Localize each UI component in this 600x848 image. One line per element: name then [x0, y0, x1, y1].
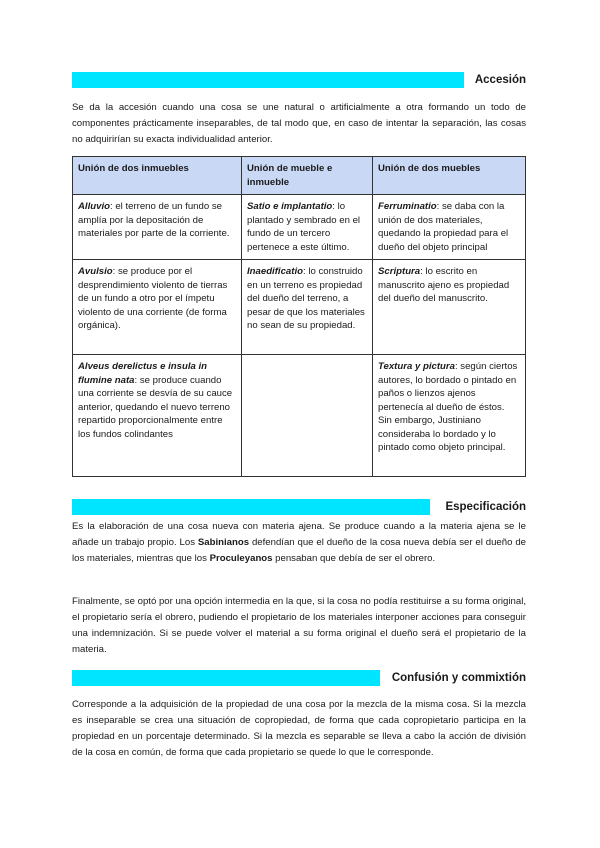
section-header-accesion — [72, 71, 526, 89]
table-cell-empty — [242, 355, 373, 477]
table-header-cell: Unión de dos muebles — [373, 157, 526, 195]
cell-text: : se produce cuando una corriente se desvía de su cauce anterior, quedando el nuevo terreno repartido proporcionalmente entre los fundos colindantes — [78, 374, 233, 440]
text-run: pensaban que debía de ser el obrero. — [272, 553, 436, 564]
section-title: Confusión y commixtión — [391, 672, 526, 684]
cell-term: Alveus derelictus e insula in flumine nata — [78, 361, 208, 386]
cell-text: : lo escrito en manuscrito ajeno es propiedad del dueño del manuscrito. — [378, 266, 510, 304]
table-row — [73, 195, 526, 260]
accent-bar — [72, 72, 464, 88]
accesion-intro: Se da la accesión cuando una cosa se une natural o artificialmente a otra formando un todo de componentes prácticamente inseparables, de tal modo que, en caso de intentar la separación, las cosas no adquirirían su exacta individualidad anterior. — [72, 102, 526, 145]
cell-term: Ferruminatio — [378, 201, 437, 212]
table-header-cell: Unión de mueble e inmueble — [242, 157, 373, 195]
cell-term: Avulsio — [78, 266, 113, 277]
table-cell — [242, 195, 373, 260]
accesion-table — [72, 156, 526, 477]
table-header-row — [73, 157, 526, 195]
section-header-confusion — [72, 669, 526, 687]
accent-bar — [72, 670, 380, 686]
cell-term: Scriptura — [378, 266, 421, 277]
cell-term: Textura y pictura — [378, 361, 455, 372]
cell-term: Alluvio — [78, 201, 110, 212]
table-row — [73, 355, 526, 477]
section-title: Especificación — [445, 501, 526, 513]
table-header-cell: Unión de dos inmuebles — [73, 157, 242, 195]
text-run: defendían que el dueño de la cosa nueva debía ser el dueño de los materiales, mientras que los — [72, 537, 526, 564]
table-cell — [73, 195, 242, 260]
table-cell — [373, 260, 526, 355]
table-cell — [242, 260, 373, 355]
cell-text: : lo construido en un terreno es propiedad del dueño del terreno, a pesar de que los materiales no sean de su propiedad. — [247, 266, 365, 331]
cell-text: : según ciertos autores, lo bordado o pintado en paños o lienzos ajenos pertenecía al dueño de éstos. Sin embargo, Justiniano consideraba lo bordado y lo pintado como objeto principal. — [378, 361, 518, 453]
cell-term: Satio e implantatio — [247, 201, 333, 212]
table-cell — [373, 355, 526, 477]
bold-term: Sabinianos — [197, 537, 250, 548]
bold-term: Proculeyanos — [209, 553, 273, 564]
cell-text: : se produce por el desprendimiento violento de tierras de un fundo a otro por el ímpetu violento de una corriente (de forma orgánica). — [78, 266, 228, 331]
table-cell — [73, 355, 242, 477]
section-title: Accesión — [474, 74, 526, 86]
table-cell — [373, 195, 526, 260]
cell-term: Inaedificatio — [247, 266, 303, 277]
accent-bar — [72, 499, 430, 515]
especificacion-paragraph-2: Finalmente, se optó por una opción intermedia en la que, si la cosa no podía restituirse a su forma original, el propietario sería el obrero, pudiendo el propietario de los materiales interponer acciones para conseguir una indemnización. Si se puede volver el material a su forma original el dueño será el propietario de la materia. — [72, 596, 526, 655]
cell-text: : se daba con la unión de dos materiales, quedando la propiedad para el dueño del objeto principal — [378, 201, 509, 253]
text-run: Es la elaboración de una cosa nueva con materia ajena. Se produce cuando a la materia ajena se le añade un trabajo propio. Los — [72, 521, 526, 548]
especificacion-paragraph-1 — [72, 519, 526, 567]
table-cell — [73, 260, 242, 355]
table-row — [73, 260, 526, 355]
section-header-especificacion — [72, 498, 526, 516]
cell-text: : lo plantado y sembrado en el fundo de un tercero pertenece a este último. — [247, 201, 361, 253]
confusion-paragraph: Corresponde a la adquisición de la propiedad de una cosa por la mezcla de la misma cosa. Si la mezcla es inseparable se crea una situación de copropiedad, de forma que cada copropietario participa en la propiedad en un porcentaje determinado. Si la mezcla es separable se lleva a cabo la acción de división de la cosa en común, de forma que cada propietario se quede lo que le corresponde. — [72, 699, 526, 758]
cell-text: : el terreno de un fundo se amplía por la depositación de materiales por parte de la corriente. — [78, 201, 230, 239]
